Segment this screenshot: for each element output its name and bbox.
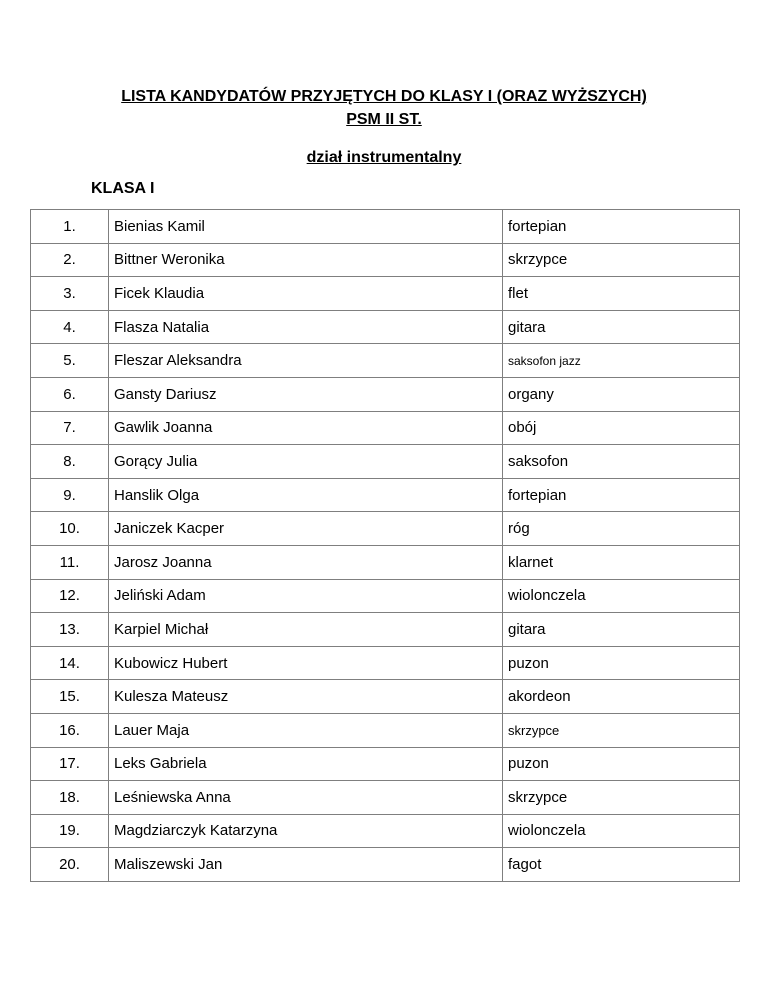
row-number: 9. [31,478,109,512]
candidate-instrument: fortepian [503,210,740,244]
candidate-instrument: puzon [503,747,740,781]
candidate-name: Bienias Kamil [109,210,503,244]
row-number: 10. [31,512,109,546]
row-number: 1. [31,210,109,244]
document-title-line-2: PSM II ST. [346,111,422,128]
table-row [31,277,740,311]
candidate-name: Gorący Julia [109,445,503,479]
row-number: 11. [31,545,109,579]
candidate-instrument: wiolonczela [503,814,740,848]
candidate-instrument [503,344,740,378]
candidate-name: Hanslik Olga [109,478,503,512]
candidates-table [30,209,740,882]
candidate-instrument: organy [503,377,740,411]
table-row [31,680,740,714]
row-number: 7. [31,411,109,445]
candidate-name: Janiczek Kacper [109,512,503,546]
candidate-name: Jarosz Joanna [109,545,503,579]
candidate-name: Leks Gabriela [109,747,503,781]
table-row [31,579,740,613]
table-row [31,646,740,680]
table-row [31,377,740,411]
table-row [31,512,740,546]
table-row [31,814,740,848]
candidate-name: Gansty Dariusz [109,377,503,411]
document-subtitle: dział instrumentalny [306,149,462,166]
table-row [31,210,740,244]
candidate-instrument-text: skrzypce [508,722,560,738]
row-number: 15. [31,680,109,714]
candidate-instrument: puzon [503,646,740,680]
candidate-name: Bittner Weronika [109,243,503,277]
candidate-instrument: róg [503,512,740,546]
candidate-name: Magdziarczyk Katarzyna [109,814,503,848]
candidate-instrument [503,713,740,747]
table-row [31,411,740,445]
candidate-instrument: saksofon [503,445,740,479]
row-number: 4. [31,310,109,344]
table-row [31,445,740,479]
candidate-instrument: fagot [503,848,740,882]
candidate-instrument: skrzypce [503,243,740,277]
row-number: 5. [31,344,109,378]
row-number: 13. [31,613,109,647]
table-row [31,613,740,647]
candidate-instrument: akordeon [503,680,740,714]
candidate-name: Kubowicz Hubert [109,646,503,680]
candidate-name: Flasza Natalia [109,310,503,344]
row-number: 6. [31,377,109,411]
row-number: 17. [31,747,109,781]
table-row [31,713,740,747]
candidate-name: Maliszewski Jan [109,848,503,882]
table-row [31,747,740,781]
candidate-instrument: gitara [503,310,740,344]
table-row [31,781,740,815]
candidates-table-body [31,210,740,882]
candidate-name: Karpiel Michał [109,613,503,647]
document-title-line-1: LISTA KANDYDATÓW PRZYJĘTYCH DO KLASY I (ORAZ WYŻSZYCH) [121,88,647,105]
row-number: 19. [31,814,109,848]
row-number: 12. [31,579,109,613]
row-number: 14. [31,646,109,680]
row-number: 3. [31,277,109,311]
row-number: 18. [31,781,109,815]
candidate-name: Ficek Klaudia [109,277,503,311]
candidate-instrument: gitara [503,613,740,647]
candidate-instrument: skrzypce [503,781,740,815]
candidate-instrument: wiolonczela [503,579,740,613]
candidate-name: Lauer Maja [109,713,503,747]
table-row [31,848,740,882]
candidate-name: Fleszar Aleksandra [109,344,503,378]
candidate-name: Jeliński Adam [109,579,503,613]
candidate-name: Gawlik Joanna [109,411,503,445]
candidate-name: Kulesza Mateusz [109,680,503,714]
row-number: 2. [31,243,109,277]
row-number: 8. [31,445,109,479]
candidate-instrument: klarnet [503,545,740,579]
candidate-instrument: obój [503,411,740,445]
table-row [31,243,740,277]
candidate-instrument-text: saksofon jazz [508,354,581,369]
table-row [31,344,740,378]
candidate-instrument: flet [503,277,740,311]
row-number: 16. [31,713,109,747]
candidate-instrument: fortepian [503,478,740,512]
section-heading: KLASA I [91,180,155,197]
row-number: 20. [31,848,109,882]
table-row [31,310,740,344]
table-row [31,545,740,579]
table-row [31,478,740,512]
candidate-name: Leśniewska Anna [109,781,503,815]
